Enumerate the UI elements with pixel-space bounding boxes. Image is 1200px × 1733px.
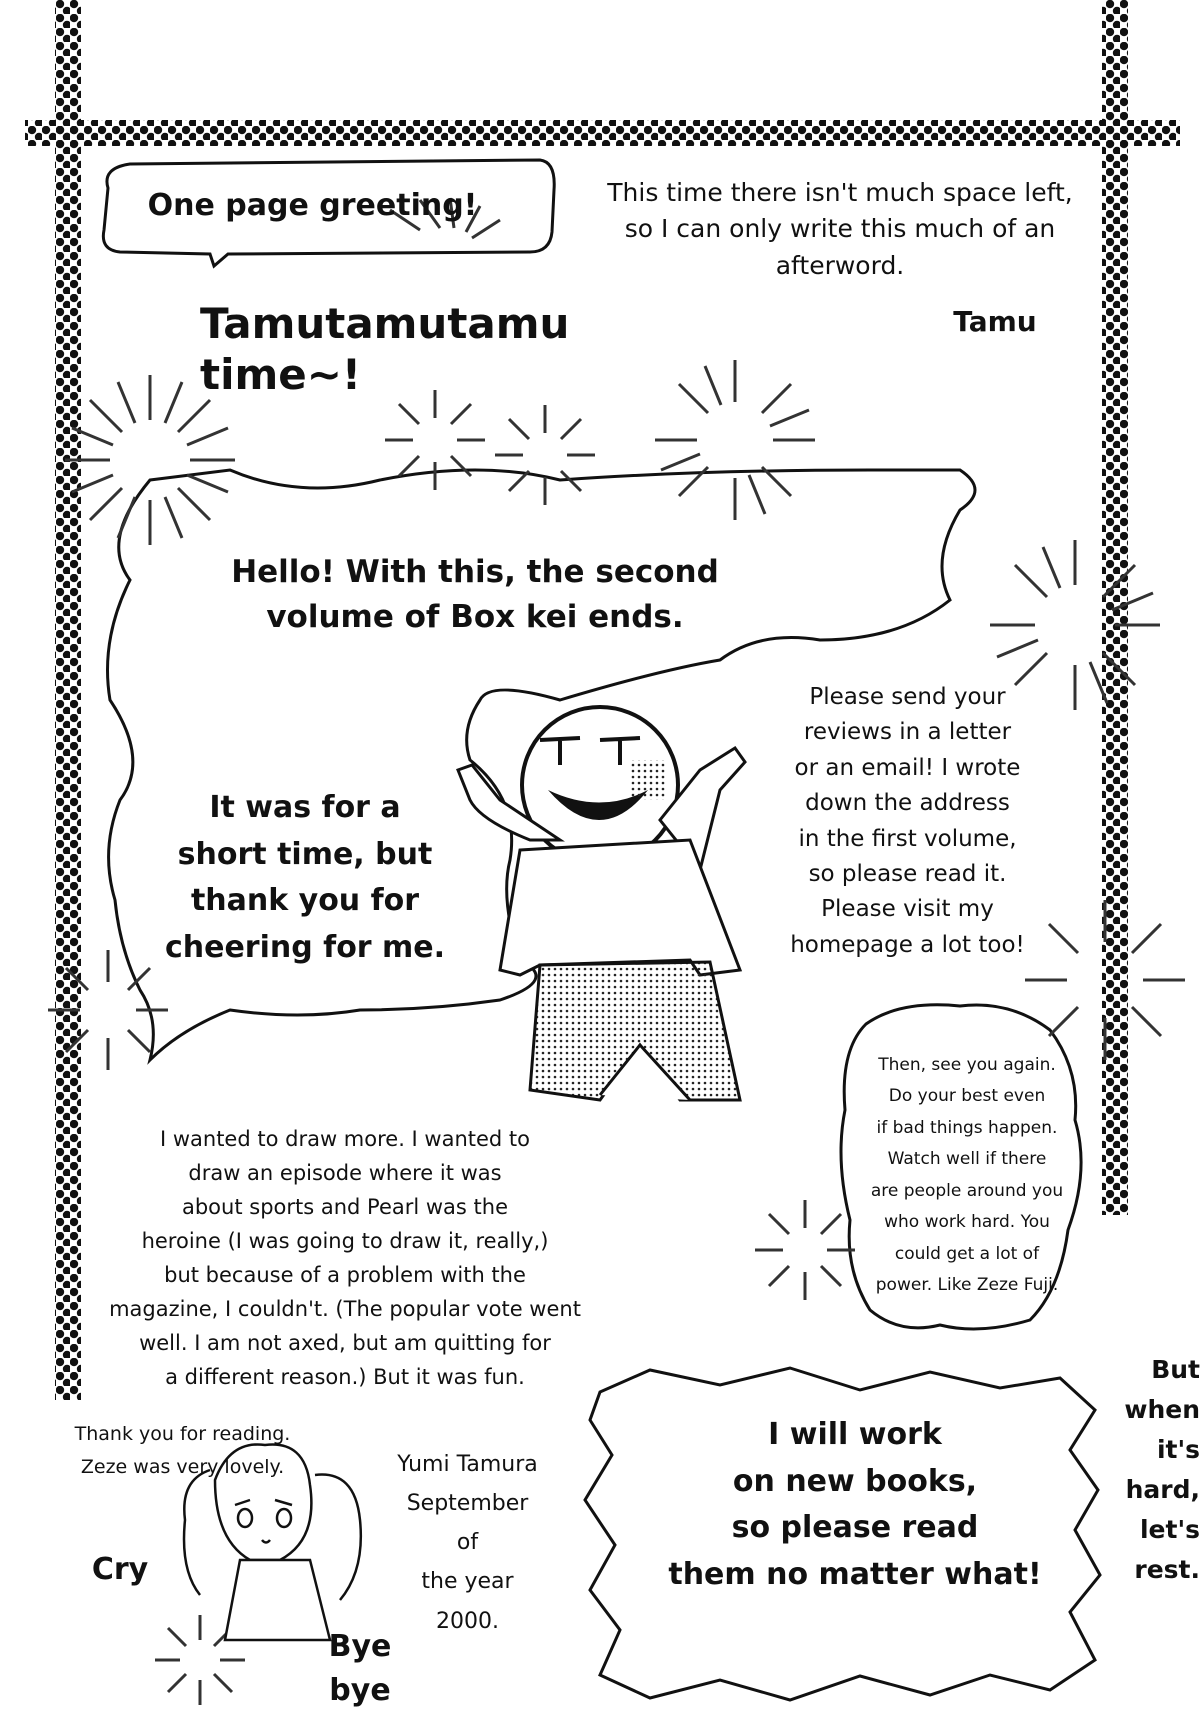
- see-you-line: Then, see you again.: [878, 1055, 1056, 1075]
- thanks-line: thank you for: [190, 883, 420, 918]
- rest-line: hard,: [1125, 1475, 1200, 1504]
- thanks-line: short time, but: [177, 836, 433, 872]
- see-you-line: Watch well if there: [887, 1149, 1047, 1170]
- draw-more-line: but because of a problem with the: [164, 1263, 526, 1288]
- signature: [390, 1445, 545, 1641]
- frame-left-border: [55, 0, 81, 1400]
- new-books-line: so please read: [731, 1510, 979, 1545]
- reviews-text: [770, 680, 1045, 963]
- reviews-line: in the first volume,: [798, 825, 1017, 852]
- hello-text: [230, 550, 720, 640]
- signature-line: September: [406, 1491, 529, 1517]
- reading-line-2: Zeze was very lovely.: [80, 1456, 285, 1479]
- signature-line: Yumi Tamura: [397, 1452, 538, 1477]
- reviews-line: Please visit my: [821, 896, 994, 923]
- intro-text: [560, 175, 1120, 284]
- bye-line-1: Bye: [328, 1629, 392, 1664]
- rest-line: But: [1151, 1355, 1200, 1384]
- thanks-line: cheering for me.: [164, 929, 446, 965]
- self-portrait-character: [458, 707, 745, 1100]
- see-you-line: Do your best even: [888, 1086, 1046, 1107]
- draw-more-line: a different reason.) But it was fun.: [165, 1365, 525, 1390]
- reading-line-1: Thank you for reading.: [74, 1423, 291, 1445]
- bye-line-2: bye: [329, 1672, 391, 1708]
- reviews-line: reviews in a letter: [803, 719, 1012, 746]
- see-you-line: if bad things happen.: [876, 1117, 1058, 1138]
- draw-more-line: heroine (I was going to draw it, really,): [141, 1229, 549, 1254]
- signature-line: the year: [421, 1569, 514, 1595]
- signature-line: of: [456, 1530, 479, 1556]
- rest-line: rest.: [1134, 1555, 1200, 1584]
- reviews-line: Please send your: [809, 684, 1006, 710]
- new-books-line: them no matter what!: [668, 1556, 1042, 1592]
- see-you-line: power. Like Zeze Fuji.: [875, 1275, 1059, 1296]
- greeting-label: One page greeting!: [147, 188, 478, 223]
- hello-line-2: volume of Box kei ends.: [266, 598, 684, 635]
- draw-more-line: draw an episode where it was: [188, 1161, 502, 1186]
- reviews-line: homepage a lot too!: [790, 931, 1025, 958]
- intro-line-2: so I can only write this much of an afterword.: [624, 214, 1056, 280]
- rest-line: it's: [1156, 1435, 1200, 1464]
- draw-more-line: well. I am not axed, but am quitting for: [139, 1331, 551, 1356]
- see-you-text: [862, 1050, 1072, 1302]
- draw-more-line: about sports and Pearl was the: [181, 1195, 509, 1220]
- draw-more-line: magazine, I couldn't. (The popular vote went: [109, 1297, 581, 1322]
- thanks-line: It was for a: [209, 790, 401, 825]
- cry-label: Cry: [91, 1552, 149, 1587]
- reading-text: [40, 1418, 325, 1485]
- thanks-text: [160, 785, 450, 971]
- reviews-line: or an email! I wrote: [794, 754, 1021, 781]
- rest-line: let's: [1139, 1515, 1200, 1544]
- reviews-line: so please read it.: [808, 861, 1007, 888]
- new-books-line: on new books,: [732, 1463, 978, 1499]
- see-you-line: could get a lot of: [894, 1243, 1040, 1264]
- rest-line: when: [1124, 1395, 1200, 1424]
- page-title: Tamutamutamu time~!: [200, 299, 570, 400]
- frame-top-band: [25, 120, 1180, 146]
- new-books-line: I will work: [768, 1417, 942, 1452]
- draw-more-text: [100, 1122, 590, 1394]
- tamu-label: Tamu: [953, 305, 1037, 338]
- hello-line-1: Hello! With this, the second: [231, 554, 719, 590]
- rest-text: [1118, 1350, 1200, 1590]
- intro-line-1: This time there isn't much space left,: [607, 178, 1073, 207]
- see-you-line: who work hard. You: [884, 1212, 1050, 1233]
- bye-bye-label: [320, 1625, 400, 1712]
- see-you-line: are people around you: [870, 1180, 1064, 1201]
- reviews-line: down the address: [805, 790, 1010, 817]
- draw-more-line: I wanted to draw more. I wanted to: [159, 1127, 531, 1151]
- signature-line: 2000.: [436, 1608, 499, 1634]
- new-books-text: [660, 1412, 1050, 1598]
